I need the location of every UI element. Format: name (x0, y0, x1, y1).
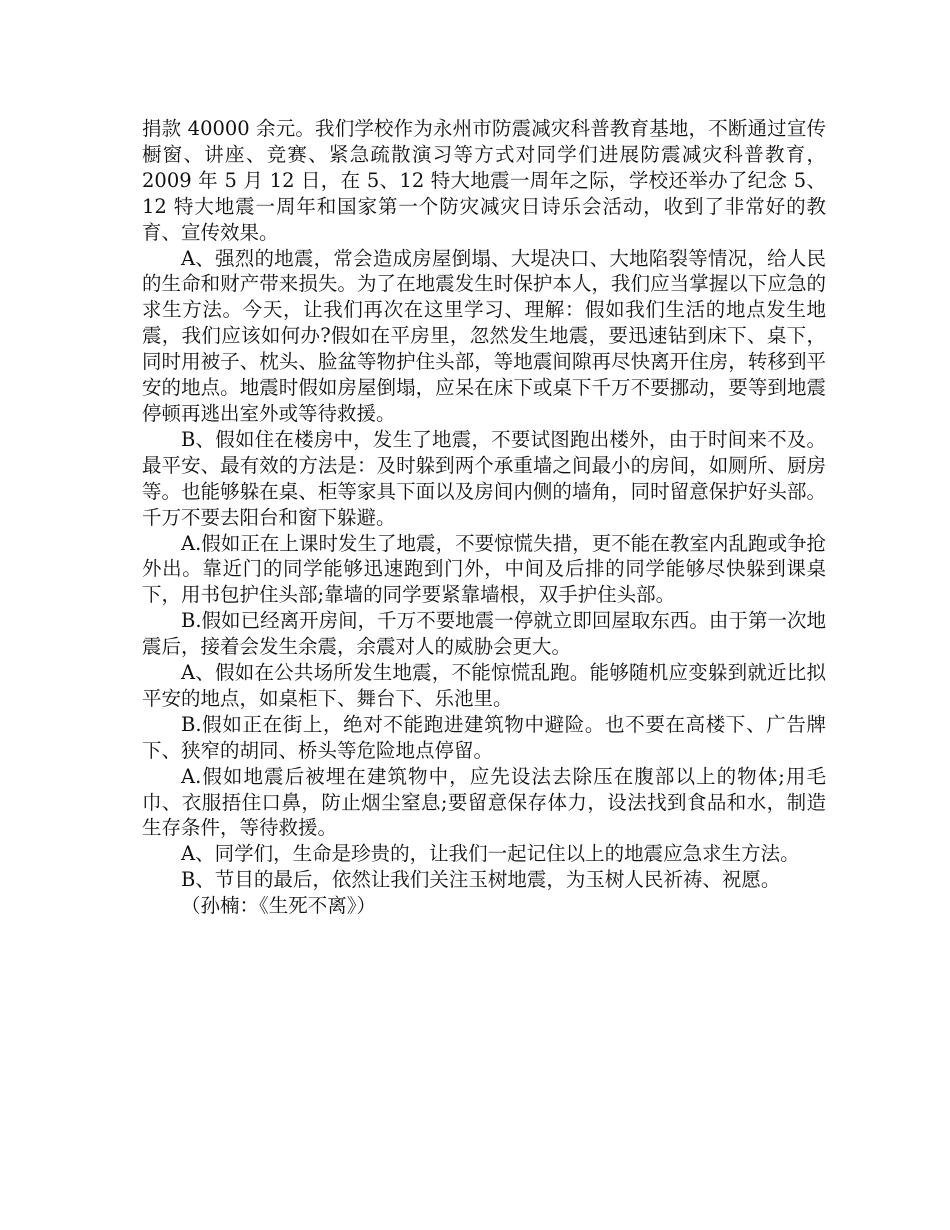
paragraph-public-place-advice: A、假如在公共场所发生地震，不能惊慌乱跑。能够随机应变躲到就近比拟平安的地点，如桌柜下、舞台下、乐池里。 (142, 661, 826, 710)
paragraph-bungalow-advice: A、强烈的地震，常会造成房屋倒塌、大堤决口、大地陷裂等情况，给人民的生命和财产带来损失。为了在地震发生时保护本人，我们应当掌握以下应急的求生方法。今天，让我们再次在这里学习、理解：假如我们生活的地点发生地震，我们应该如何办?假如在平房里，忽然发生地震，要迅速钻到床下、桌下，同时用被子、枕头、脸盆等物护住头部，等地震间隙再尽快离开住房，转移到平安的地点。地震时假如房屋倒塌，应呆在床下或桌下千万不要挪动，要等到地震停顿再逃出室外或等待救援。 (142, 246, 826, 425)
paragraph-donation-and-education: 捐款 40000 余元。我们学校作为永州市防震减灾科普教育基地，不断通过宣传橱窗、讲座、竞赛、紧急疏散演习等方式对同学们进展防震减灾科普教育，2009 年 5 月 12 日，在 5、12 特大地震一周年之际，学校还举办了纪念 5、12 特大地震一周年和国家第一个防灾减灾日诗乐会活动，收到了非常好的教育、宣传效果。 (142, 117, 826, 244)
paragraph-aftershock-advice: B.假如已经离开房间，千万不要地震一停就立即回屋取东西。由于第一次地震后，接着会发生余震，余震对人的威胁会更大。 (142, 609, 826, 659)
document-page (142, 116, 826, 919)
paragraph-trapped-advice: A.假如地震后被埋在建筑物中，应先设法去除压在腹部以上的物体;用毛巾、衣服捂住口鼻，防止烟尘窒息;要留意保存体力，设法找到食品和水，制造生存条件，等待救援。 (142, 764, 826, 840)
paragraph-song-note: （孙楠：《生死不离》） (181, 894, 377, 918)
paragraph-closing: B、节目的最后，依然让我们关注玉树地震，为玉树人民祈祷、祝愿。 (181, 868, 781, 892)
paragraph-classroom-advice: A.假如正在上课时发生了地震，不要惊慌失措，更不能在教室内乱跑或争抢外出。靠近门的同学能够迅速跑到门外，中间及后排的同学能够尽快躲到课桌下，用书包护住头部;靠墙的同学要紧靠墙根，双手护住头部。 (142, 531, 826, 607)
paragraph-building-advice: B、假如住在楼房中，发生了地震，不要试图跑出楼外，由于时间来不及。最平安、最有效的方法是：及时躲到两个承重墙之间最小的房间，如厕所、厨房等。也能够躲在桌、柜等家具下面以及房间内侧的墙角，同时留意保护好头部。千万不要去阳台和窗下躲避。 (142, 427, 826, 529)
paragraph-street-advice: B.假如正在街上，绝对不能跑进建筑物中避险。也不要在高楼下、广告牌下、狭窄的胡同、桥头等危险地点停留。 (142, 712, 826, 762)
paragraph-summary: A、同学们，生命是珍贵的，让我们一起记住以上的地震应急求生方法。 (181, 842, 800, 866)
